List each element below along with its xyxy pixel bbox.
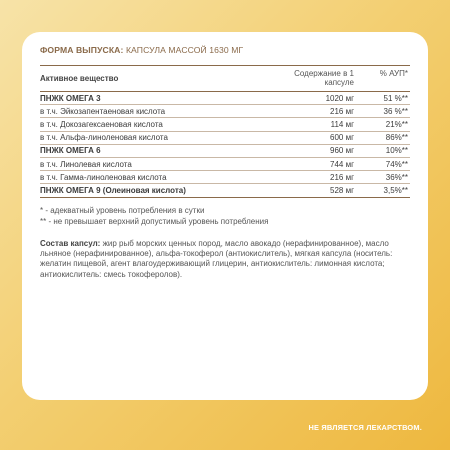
cell-percent: 36 %** bbox=[354, 105, 410, 118]
table-row bbox=[40, 184, 410, 197]
cell-percent: 10%** bbox=[354, 144, 410, 157]
cell-amount: 744 мг bbox=[282, 157, 354, 170]
cell-amount: 114 мг bbox=[282, 118, 354, 131]
footnote-adequate: * - адекватный уровень потребления в сутки bbox=[40, 205, 205, 215]
cell-percent: 21%** bbox=[354, 118, 410, 131]
cell-substance: в т.ч. Эйкозапентаеновая кислота bbox=[40, 105, 282, 118]
composition-text: жир рыб морских ценных пород, масло авокадо (нерафинированное), масло льняное (нерафинированное), альфа-токоферол (антиокислитель), мягкая капсула (носитель: желатин пищевой, агент влагоудерживающий глицерин, антиокислитель: лимонная кислота; антиокислитель: смесь токоферолов). bbox=[40, 238, 393, 279]
footnotes bbox=[40, 205, 410, 227]
table-row bbox=[40, 105, 410, 118]
cell-amount: 528 мг bbox=[282, 184, 354, 197]
cell-substance: ПНЖК ОМЕГА 9 (Олеиновая кислота) bbox=[40, 184, 282, 197]
table-row bbox=[40, 92, 410, 105]
cell-substance: ПНЖК ОМЕГА 6 bbox=[40, 144, 282, 157]
cell-amount: 216 мг bbox=[282, 105, 354, 118]
header-percent: % АУП* bbox=[354, 66, 410, 92]
header-amount: Содержание в 1 капсуле bbox=[282, 66, 354, 92]
cell-amount: 1020 мг bbox=[282, 92, 354, 105]
cell-amount: 960 мг bbox=[282, 144, 354, 157]
composition-label: Состав капсул: bbox=[40, 238, 101, 248]
cell-amount: 216 мг bbox=[282, 171, 354, 184]
info-card bbox=[22, 32, 428, 400]
table-row bbox=[40, 157, 410, 170]
table-row bbox=[40, 118, 410, 131]
cell-percent: 51 %** bbox=[354, 92, 410, 105]
release-form-label: ФОРМА ВЫПУСКА: bbox=[40, 45, 124, 55]
cell-substance: в т.ч. Альфа-линоленовая кислота bbox=[40, 131, 282, 144]
cell-substance: в т.ч. Гамма-линоленовая кислота bbox=[40, 171, 282, 184]
cell-percent: 86%** bbox=[354, 131, 410, 144]
cell-substance: ПНЖК ОМЕГА 3 bbox=[40, 92, 282, 105]
header-substance: Активное вещество bbox=[40, 66, 282, 92]
cell-percent: 3,5%** bbox=[354, 184, 410, 197]
table-row bbox=[40, 131, 410, 144]
cell-substance: в т.ч. Линолевая кислота bbox=[40, 157, 282, 170]
footnote-upper-limit: ** - не превышает верхний допустимый уровень потребления bbox=[40, 216, 269, 226]
cell-substance: в т.ч. Докозагексаеновая кислота bbox=[40, 118, 282, 131]
capsule-composition bbox=[40, 239, 410, 281]
release-form-value: КАПСУЛА МАССОЙ 1630 МГ bbox=[125, 45, 244, 55]
cell-percent: 74%** bbox=[354, 157, 410, 170]
table-row bbox=[40, 144, 410, 157]
composition-table bbox=[40, 65, 410, 198]
table-header-row bbox=[40, 66, 410, 92]
table-body bbox=[40, 92, 410, 198]
not-a-medicine-disclaimer: НЕ ЯВЛЯЕТСЯ ЛЕКАРСТВОМ. bbox=[308, 423, 422, 432]
cell-amount: 600 мг bbox=[282, 131, 354, 144]
release-form bbox=[40, 45, 410, 55]
table-row bbox=[40, 171, 410, 184]
cell-percent: 36%** bbox=[354, 171, 410, 184]
